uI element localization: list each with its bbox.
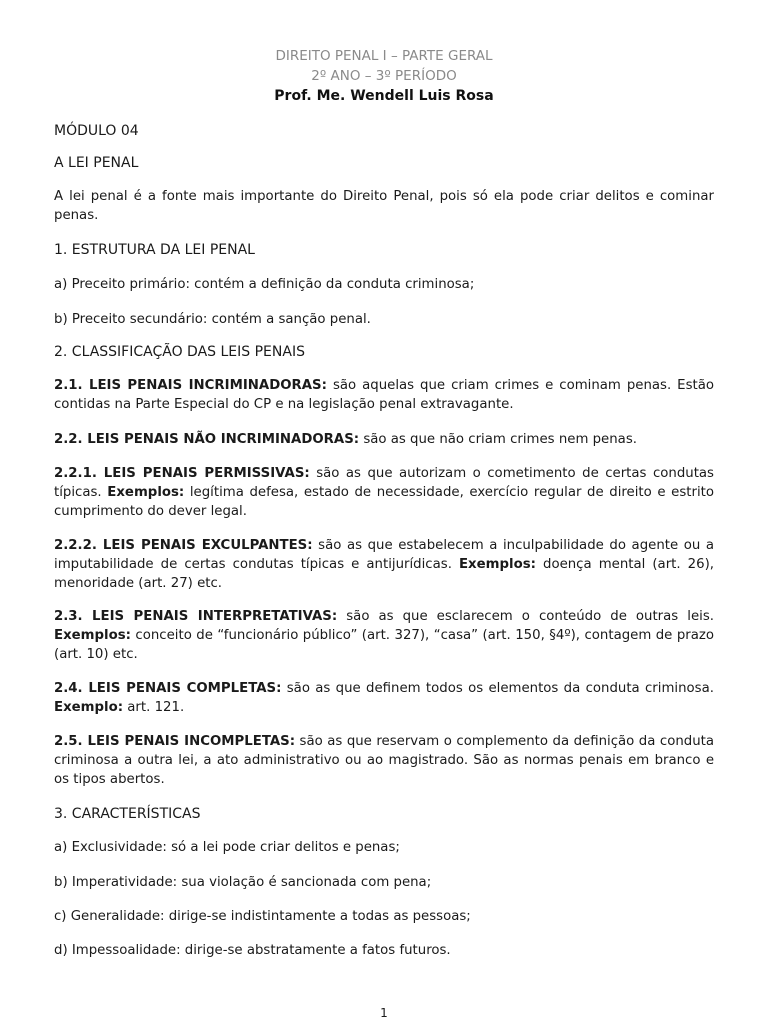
heading-estrutura: 1. ESTRUTURA DA LEI PENAL [54, 242, 255, 258]
list-item-exclusividade: a) Exclusividade: só a lei pode criar delitos e penas; [54, 840, 400, 855]
paragraph-incriminadoras: 2.1. LEIS PENAIS INCRIMINADORAS: são aquelas que criam crimes e cominam penas. Estão contidas na Parte Especial do CP e na legislação penal extravagante. [54, 378, 715, 412]
course-period: 2º ANO – 3º PERÍODO [311, 68, 457, 84]
list-item-preceito-primario: a) Preceito primário: contém a definição da conduta criminosa; [54, 277, 475, 292]
heading-caracteristicas: 3. CARACTERÍSTICAS [54, 806, 201, 822]
page-number: 1 [380, 1006, 388, 1020]
label-interpretativas: 2.3. LEIS PENAIS INTERPRETATIVAS: [54, 609, 338, 624]
document-header [54, 46, 714, 106]
section-title: A LEI PENAL [54, 155, 139, 171]
paragraph-interpretativas: 2.3. LEIS PENAIS INTERPRETATIVAS: são as que esclarecem o conteúdo de outras leis. Exemplos: conceito de “funcionário público” (art. 327), “casa” (art. 150, §4º), contagem de prazo (art. 10) etc. [54, 609, 714, 662]
label-completas: 2.4. LEIS PENAIS COMPLETAS: [54, 681, 282, 696]
paragraph-incompletas: 2.5. LEIS PENAIS INCOMPLETAS: são as que reservam o complemento da definição da conduta criminosa a outra lei, a ato administrativo ou ao magistrado. São as normas penais em branco e os tipos abertos. [54, 734, 714, 787]
module-label: MÓDULO 04 [54, 123, 139, 139]
paragraph-nao-incriminadoras: 2.2. LEIS PENAIS NÃO INCRIMINADORAS: são as que não criam crimes nem penas. [54, 432, 637, 447]
document-page [54, 46, 715, 958]
label-incriminadoras: 2.1. LEIS PENAIS INCRIMINADORAS: [54, 378, 327, 393]
list-item-generalidade: c) Generalidade: dirige-se indistintamente a todas as pessoas; [54, 909, 471, 924]
heading-classificacao: 2. CLASSIFICAÇÃO DAS LEIS PENAIS [54, 344, 305, 360]
list-item-impessoalidade: d) Impessoalidade: dirige-se abstratamente a fatos futuros. [54, 943, 451, 958]
course-title: DIREITO PENAL I – PARTE GERAL [275, 48, 493, 64]
label-nao-incriminadoras: 2.2. LEIS PENAIS NÃO INCRIMINADORAS: [54, 432, 360, 447]
intro-paragraph: A lei penal é a fonte mais importante do Direito Penal, pois só ela pode criar delitos e cominar penas. [54, 189, 714, 223]
paragraph-permissivas: 2.2.1. LEIS PENAIS PERMISSIVAS: são as que autorizam o cometimento de certas condutas típicas. Exemplos: legítima defesa, estado de necessidade, exercício regular de direito e estrito cumprimento do dever legal. [54, 466, 714, 519]
list-item-imperatividade: b) Imperatividade: sua violação é sancionada com pena; [54, 875, 432, 890]
list-item-preceito-secundario: b) Preceito secundário: contém a sanção penal. [54, 312, 371, 327]
label-incompletas: 2.5. LEIS PENAIS INCOMPLETAS: [54, 734, 296, 749]
paragraph-completas: 2.4. LEIS PENAIS COMPLETAS: são as que definem todos os elementos da conduta criminosa. Exemplo: art. 121. [54, 681, 714, 715]
professor-name: Prof. Me. Wendell Luis Rosa [274, 88, 494, 104]
label-permissivas: 2.2.1. LEIS PENAIS PERMISSIVAS: [54, 466, 310, 481]
label-exculpantes: 2.2.2. LEIS PENAIS EXCULPANTES: [54, 538, 313, 553]
paragraph-exculpantes: 2.2.2. LEIS PENAIS EXCULPANTES: são as que estabelecem a inculpabilidade do agente ou a imputabilidade de certas condutas típicas e antijurídicas. Exemplos: doença mental (art. 26), menoridade (art. 27) etc. [54, 538, 715, 591]
